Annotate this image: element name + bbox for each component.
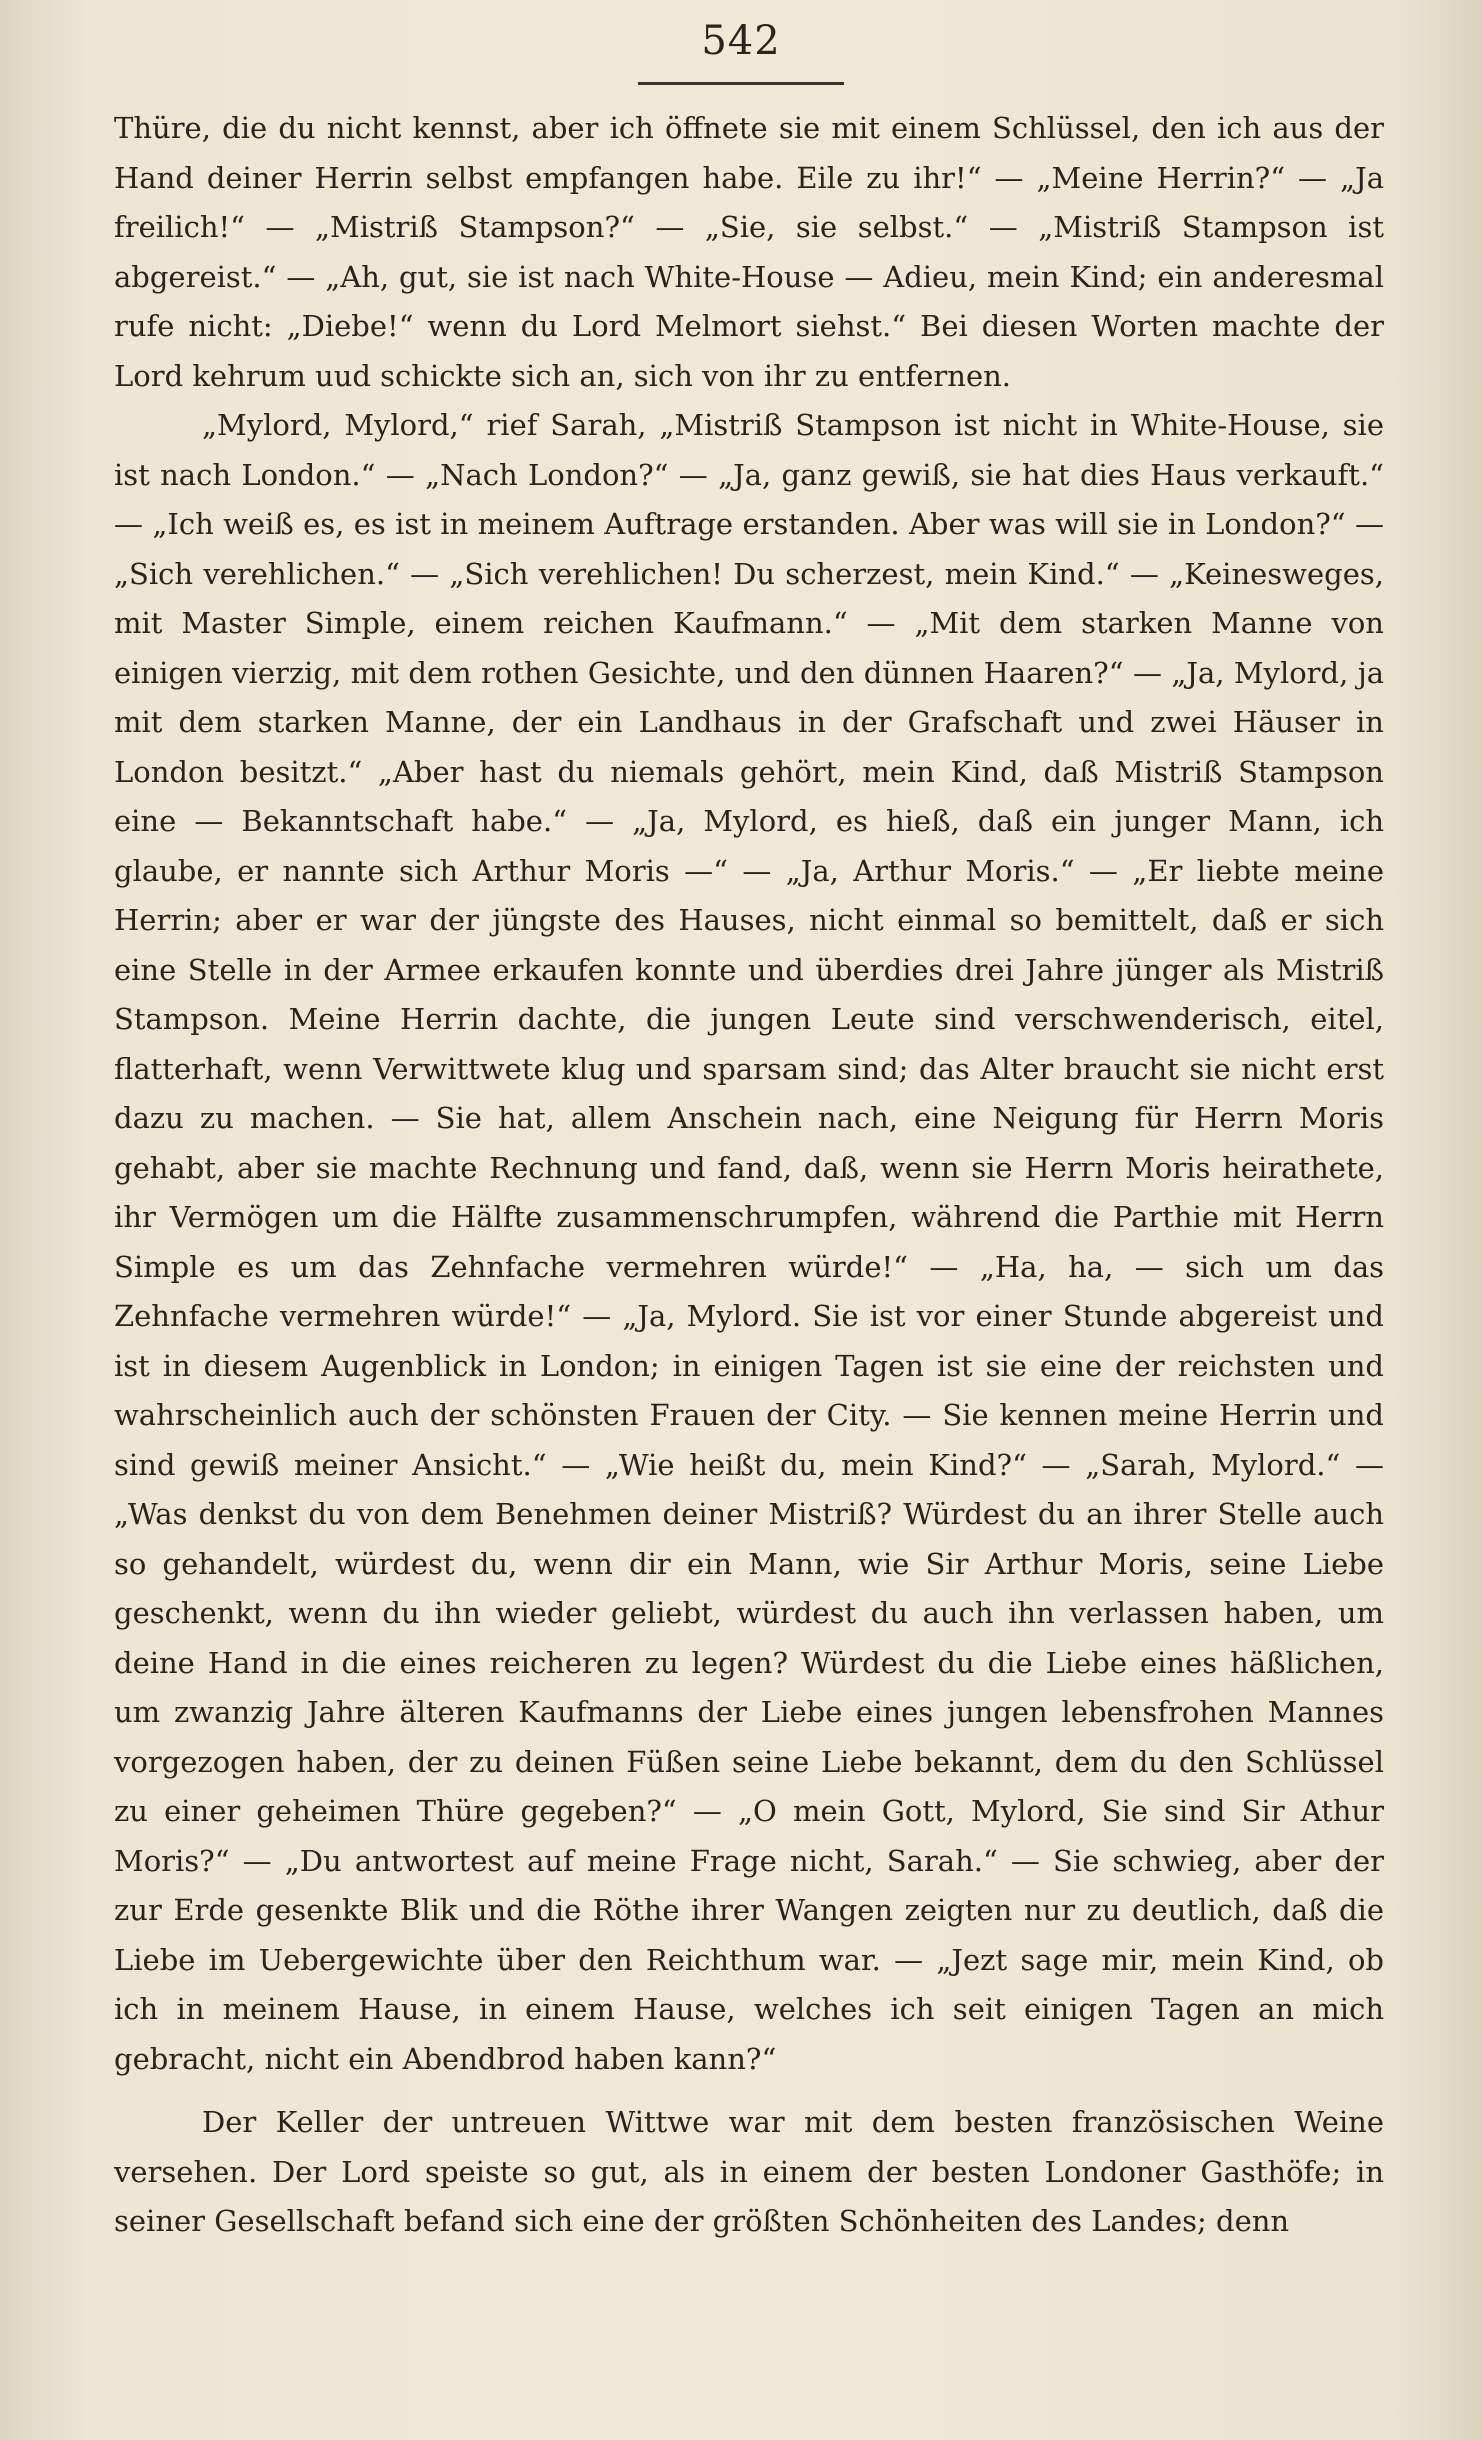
paragraph-dialogue: „Mylord, Mylord,“ rief Sarah, „Mistriß Stampson ist nicht in White-House, sie ist nach London.“ — „Nach London?“ — „Ja, ganz gewiß, sie hat dies Haus verkauft.“ — „Ich weiß es, es ist in meinem Auftrage erstanden. Aber was will sie in London?“ — „Sich verehlichen.“ — „Sich verehlichen! Du scherzest, mein Kind.“ — „Keinesweges, mit Master Simple, einem reichen Kaufmann.“ — „Mit dem starken Manne von einigen vierzig, mit dem rothen Gesichte, und den dünnen Haaren?“ — „Ja, Mylord, ja mit dem starken Manne, der ein Landhaus in der Grafschaft und zwei Häuser in London besitzt.“ „Aber hast du niemals gehört, mein Kind, daß Mistriß Stampson eine — Bekanntschaft habe.“ — „Ja, Mylord, es hieß, daß ein junger Mann, ich glaube, er nannte sich Arthur Moris —“ — „Ja, Arthur Moris.“ — „Er liebte meine Herrin; aber er war der jüngste des Hauses, nicht einmal so bemittelt, daß er sich eine Stelle in der Armee erkaufen konnte und überdies drei Jahre jünger als Mistriß Stampson. Meine Herrin dachte, die jungen Leute sind verschwenderisch, eitel, flatterhaft, wenn Verwittwete klug und sparsam sind; das Alter braucht sie nicht erst dazu zu machen. — Sie hat, allem Anschein nach, eine Neigung für Herrn Moris gehabt, aber sie machte Rechnung und fand, daß, wenn sie Herrn Moris heirathete, ihr Vermögen um die Hälfte zusammenschrumpfen, während die Parthie mit Herrn Simple es um das Zehnfache vermehren würde!“ — „Ha, ha, — sich um das Zehnfache vermehren würde!“ — „Ja, Mylord. Sie ist vor einer Stunde abgereist und ist in diesem Augenblick in London; in einigen Tagen ist sie eine der reichsten und wahrscheinlich auch der schönsten Frauen der City. — Sie kennen meine Herrin und sind gewiß meiner Ansicht.“ — „Wie heißt du, mein Kind?“ — „Sarah, Mylord.“ — „Was denkst du von dem Benehmen deiner Mistriß? Würdest du an ihrer Stelle auch so gehandelt, würdest du, wenn dir ein Mann, wie Sir Arthur Moris, seine Liebe geschenkt, wenn du ihn wieder geliebt, würdest du auch ihn verlassen haben, um deine Hand in die eines reicheren zu legen? Würdest du die Liebe eines häßlichen, um zwanzig Jahre älteren Kaufmanns der Liebe eines jungen lebensfrohen Mannes vorgezogen haben, der zu deinen Füßen seine Liebe bekannt, dem du den Schlüssel zu einer geheimen Thüre gegeben?“ — „O mein Gott, Mylord, Sie sind Sir Athur Moris?“ — „Du antwortest auf meine Frage nicht, Sarah.“ — Sie schwieg, aber der zur Erde gesenkte Blik und die Röthe ihrer Wangen zeigten nur zu deutlich, daß die Liebe im Uebergewichte über den Reichthum war. — „Jezt sage mir, mein Kind, ob ich in meinem Hause, in einem Hause, welches ich seit einigen Tagen an mich gebracht, nicht ein Abendbrod haben kann?“ xyxy=(114,408,1384,2076)
paragraph-cellar: Der Keller der untreuen Wittwe war mit dem besten französischen Weine versehen. Der Lord speiste so gut, als in einem der besten Londoner Gasthöfe; in seiner Gesellschaft befand sich eine der größten Schönheiten des Landes; denn xyxy=(114,2105,1384,2238)
body-text xyxy=(114,104,1384,2247)
paragraph-continuation: Thüre, die du nicht kennst, aber ich öffnete sie mit einem Schlüssel, den ich aus der Hand deiner Herrin selbst empfangen habe. Eile zu ihr!“ — „Meine Herrin?“ — „Ja freilich!“ — „Mistriß Stampson?“ — „Sie, sie selbst.“ — „Mistriß Stampson ist abgereist.“ — „Ah, gut, sie ist nach White-House — Adieu, mein Kind; ein anderesmal rufe nicht: „Diebe!“ wenn du Lord Melmort siehst.“ Bei diesen Worten machte der Lord kehrum uud schickte sich an, sich von ihr zu entfernen. xyxy=(114,111,1384,393)
header-rule xyxy=(638,82,844,85)
page-number: 542 xyxy=(701,18,781,64)
